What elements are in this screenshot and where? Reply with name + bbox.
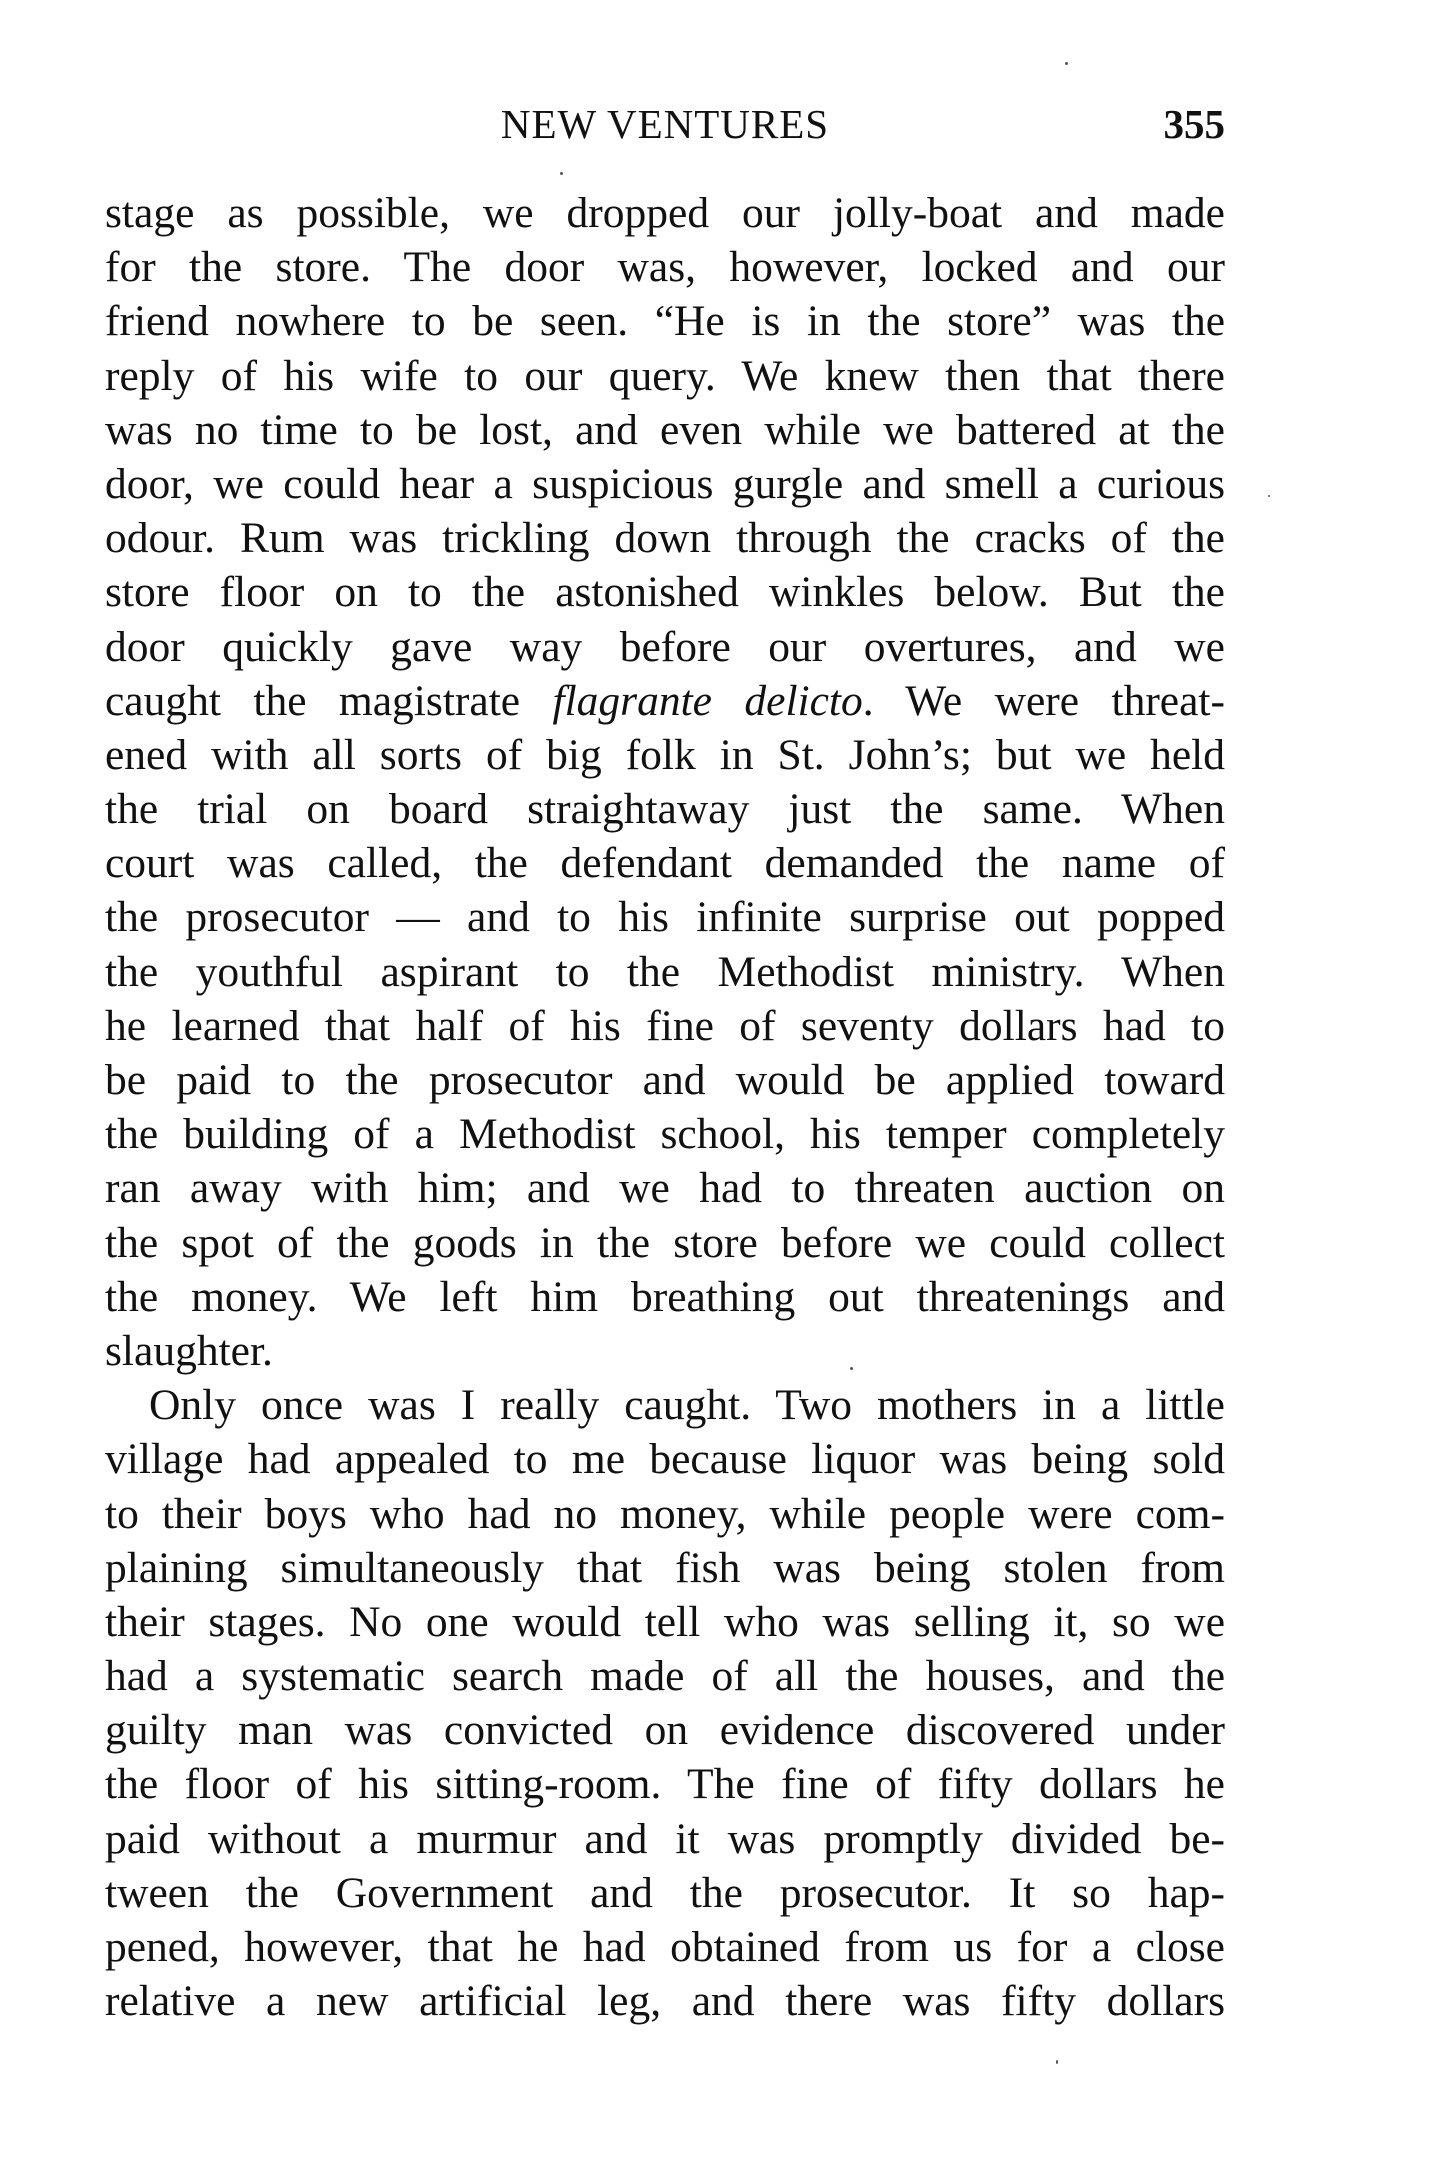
text-line: the youthful aspirant to the Methodist ministry. When — [105, 947, 1225, 996]
page-number: 355 — [1163, 101, 1225, 147]
text-line: paid without a murmur and it was promptly divided be- — [105, 1814, 1225, 1863]
paper-speck — [1065, 62, 1068, 65]
paragraph — [105, 186, 1225, 1378]
text-line: for the store. The door was, however, locked and our — [105, 243, 1225, 292]
text-line: stage as possible, we dropped our jolly-boat and made — [105, 189, 1225, 237]
text-line: he learned that half of his fine of seventy dollars had to — [105, 1001, 1225, 1050]
paper-speck — [850, 1367, 853, 1370]
text-line: friend nowhere to be seen. “He is in the store” was the — [105, 297, 1225, 346]
paper-speck — [560, 172, 563, 175]
italic-phrase: flagrante delicto — [552, 676, 863, 725]
text-line: relative a new artificial leg, and there was fifty dollars — [105, 1977, 1225, 2026]
text-line: the trial on board straightaway just the same. When — [105, 785, 1225, 834]
running-title: NEW VENTURES — [500, 101, 830, 147]
text-line: door, we could hear a suspicious gurgle and smell a curious — [105, 459, 1225, 508]
text-line: Only once was I really caught. Two mothers in a little — [149, 1381, 1225, 1430]
text-line: plaining simultaneously that fish was being stolen from — [105, 1543, 1225, 1592]
paragraph — [105, 1378, 1225, 2028]
text-line: door quickly gave way before our overtures, and we — [105, 622, 1225, 671]
text-line: the floor of his sitting-room. The fine of fifty dollars he — [105, 1760, 1225, 1809]
running-head — [105, 94, 1225, 154]
text-line: pened, however, that he had obtained from us for a close — [105, 1923, 1225, 1971]
text-line: the prosecutor — and to his infinite surprise out popped — [105, 893, 1225, 942]
text-line: village had appealed to me because liquor was being sold — [105, 1435, 1225, 1484]
text-line: the money. We left him breathing out threatenings and — [105, 1272, 1225, 1321]
body-text — [105, 186, 1225, 2028]
paper-speck — [1268, 495, 1270, 497]
text-line: ened with all sorts of big folk in St. John’s; but we held — [105, 730, 1225, 779]
text-line: was no time to be lost, and even while we battered at the — [105, 405, 1225, 454]
paper-speck — [1056, 2060, 1058, 2064]
text-line: to their boys who had no money, while people were com- — [105, 1489, 1225, 1538]
text-line: caught the magistrate flagrante delicto. We were threat- — [105, 676, 1225, 725]
text-line: ran away with him; and we had to threaten auction on — [105, 1164, 1225, 1213]
text-line: store floor on to the astonished winkles below. But the — [105, 568, 1225, 617]
text-line: their stages. No one would tell who was selling it, so we — [105, 1597, 1225, 1646]
text-line: guilty man was convicted on evidence discovered under — [105, 1706, 1225, 1755]
text-line: the spot of the goods in the store before we could collect — [105, 1218, 1225, 1267]
text-line: the building of a Methodist school, his temper completely — [105, 1110, 1225, 1159]
text-line: be paid to the prosecutor and would be applied toward — [105, 1056, 1225, 1104]
text-line: court was called, the defendant demanded the name of — [105, 839, 1225, 888]
text-line: reply of his wife to our query. We knew then that there — [105, 351, 1225, 400]
text-line: odour. Rum was trickling down through the cracks of the — [105, 514, 1225, 563]
text-line: tween the Government and the prosecutor. It so hap- — [105, 1868, 1225, 1917]
text-line: slaughter. — [105, 1326, 273, 1375]
text-line: had a systematic search made of all the houses, and the — [105, 1652, 1225, 1701]
